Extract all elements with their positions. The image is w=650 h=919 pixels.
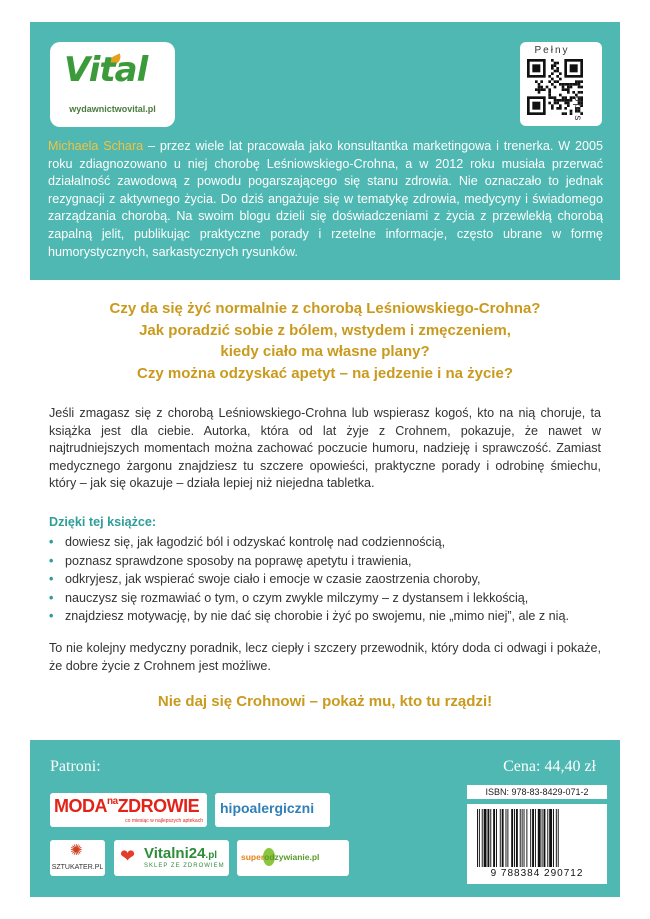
question-line: kiedy ciało ma własne plany?	[220, 343, 430, 360]
moda-logo-text: $MODA^{na}ZDROWIE$	[54, 796, 200, 816]
bullet-icon: •	[49, 535, 54, 549]
bullet-icon: •	[49, 609, 54, 623]
patron-logo-sztukater	[50, 840, 105, 876]
list-item	[49, 552, 609, 571]
author-bio-text: – przez wiele lat pracowała jako konsultantka marketingowa i trenerka. W 2005 roku zdiagnozowano u niej chorobę Leśniowskiego-Crohna, a w 2012 roku musiała przerwać działalność zawodową z powodu pogarszającego się stanu zdrowia. Nie oznaczało to jednak rezygnacji z aktywnego życia. Do dziś angażuje się w tematykę zdrowia, medycyny i świadomego zarządzania chorobą. Na swoim blogu dzieli się doświadczeniami z życia z przewlekłą chorobą zapalną jelit, publikując praktyczne porady i rzetelne informacje, często ubrane w formę humorystycznych, sarkastycznych rysunków.	[48, 139, 603, 259]
isbn-label: ISBN: 978-83-8429-071-2	[467, 785, 607, 799]
list-item-text: poznasz sprawdzone sposoby na poprawę apetytu i trawienia,	[65, 553, 412, 568]
publisher-logo	[50, 42, 175, 127]
list-item	[49, 607, 609, 626]
list-item	[49, 533, 609, 552]
question-line: Jak poradzić sobie z bólem, wstydem i zmęczeniem,	[139, 321, 511, 339]
super-logo-text: superodzywianie.pl	[241, 852, 320, 862]
qr-label-top: Pełny	[534, 45, 570, 56]
price: Cena: 44,40 zł	[503, 758, 596, 775]
patron-logo-hipoalergiczni	[215, 793, 330, 827]
benefits-list	[49, 533, 609, 626]
author-bio	[48, 138, 603, 261]
moda-logo-subtitle: co miesiąc w najlepszych aptekach	[125, 818, 203, 824]
heart-icon: ❤	[120, 846, 136, 866]
question-line: Czy można odzyskać apetyt – na jedzenie i na życie?	[137, 364, 513, 382]
author-name: Michaela Schara	[48, 139, 144, 153]
hipo-logo-text: hipoalergiczni	[220, 800, 315, 816]
patron-logo-vitalni24	[114, 840, 229, 876]
qr-label-side: opis	[572, 96, 583, 123]
publisher-website: wydawnictwovital.pl	[69, 104, 156, 114]
patron-logo-superodzywianie	[237, 840, 349, 876]
intro-paragraph: Jeśli zmagasz się z chorobą Leśniowskiego-Crohna lub wspierasz kogoś, kto na nią choruje, ta książka jest dla ciebie. Autorka, która od lat żyje z Crohnem, pokazuje, że nawet w najtrudniejszych momentach można zachować poczucie humoru, nadzieję i sprawczość. Zamiast medycznego żargonu znajdziesz tu szczere opowieści, praktyczne porady i odrobinę śmiechu, który – jak się okazuje – działa lepiej niż niejedna tabletka.	[49, 406, 601, 491]
question-line: Czy da się żyć normalnie z chorobą Leśniowskiego-Crohna?	[109, 300, 541, 317]
spiral-icon: ✺	[70, 842, 83, 859]
list-item-text: znajdziesz motywację, by nie dać się chorobie i żyć po swojemu, nie „mimo niej”, ale z nią.	[65, 609, 569, 623]
tagline: Nie daj się Crohnowi – pokaż mu, kto tu rządzi!	[157, 693, 493, 710]
sztukater-logo-text: SZTUKATER.PL	[51, 864, 104, 871]
list-item	[49, 570, 609, 589]
bullet-icon: •	[49, 553, 54, 568]
logo-text: Vital	[64, 50, 148, 90]
barcode-icon	[475, 809, 599, 867]
bullet-icon: •	[49, 572, 54, 586]
vitalni-logo-subtitle: SKLEP ZE ZDROWIEM	[144, 863, 225, 869]
list-item-text: nauczysz się rozmawiać o tym, o czym zwykle milczymy – z dystansem i lekkością,	[65, 590, 529, 605]
bullet-icon: •	[49, 590, 54, 605]
barcode-digits: 9 788384 290712	[490, 868, 584, 879]
list-item-text: dowiesz się, jak łagodzić ból i odzyskać kontrolę nad codziennością,	[65, 535, 446, 549]
patron-logo-moda-na-zdrowie	[50, 793, 207, 827]
outro-paragraph: To nie kolejny medyczny poradnik, lecz ciepły i szczery przewodnik, który doda ci odwagi i pokaże, że dobre życie z Crohnem jest możliwe.	[49, 641, 601, 673]
vitalni-logo-text: Vitalni24.pl	[144, 845, 218, 862]
list-item-text: odkryjesz, jak wspierać swoje ciało i emocje w czasie zaostrzenia choroby,	[65, 572, 481, 586]
barcode	[467, 804, 607, 884]
qr-code	[520, 42, 602, 126]
benefits-heading: Dzięki tej książce:	[49, 515, 157, 529]
patrons-label: Patroni:	[50, 758, 101, 775]
list-item	[49, 589, 609, 608]
author-panel	[30, 22, 620, 280]
question-block	[40, 298, 610, 384]
footer-panel	[30, 740, 620, 897]
